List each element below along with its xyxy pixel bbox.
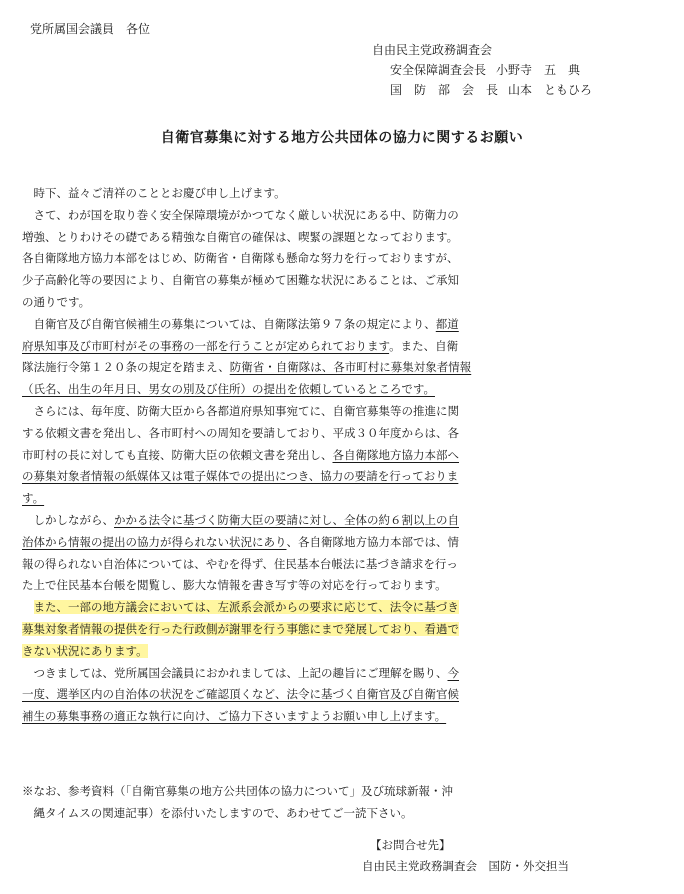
contact-heading: 【お問合せ先】 <box>370 838 451 852</box>
reference-note <box>22 781 453 825</box>
body-line: 治体から情報の提出の協力が得られない状況にあり、各自衛隊地方協力本部では、情 <box>22 534 459 549</box>
body-line: つきましては、党所属国会議員におかれましては、上記の趣旨にご理解を賜り、今 <box>33 665 459 680</box>
document-title: 自衛官募集に対する地方公共団体の協力に関するお願い <box>160 130 524 146</box>
highlighted-text: 募集対象者情報の提供を行った行政側が謝罪を行う事態にまで発展しており、看過で <box>22 621 459 636</box>
underlined-text: 一度、選挙区内の自治体の状況をご確認頂くなど、法令に基づく自衛官及び自衛官候 <box>22 687 459 702</box>
body-line: の通りです。 <box>22 294 91 309</box>
body-line <box>22 597 668 619</box>
body-line <box>22 684 668 706</box>
body-line <box>22 641 668 663</box>
body-line: 各自衛隊地方協力本部をはじめ、防衛省・自衛隊も懸命な努力を行っておりますが、 <box>22 251 459 266</box>
body-line <box>22 379 668 401</box>
body-line <box>22 466 668 488</box>
sender-role-2: 国 防 部 会 長 <box>390 83 499 97</box>
underlined-text: の募集対象者情報の紙媒体又は電子媒体での提出につき、協力の要請を行っておりま <box>22 469 459 484</box>
underlined-text: 各自衛隊地方協力本部へ <box>332 447 459 462</box>
body-line: 自衛官及び自衛官候補生の募集については、自衛隊法第９７条の規定により、都道 <box>33 316 459 331</box>
underlined-text: す。 <box>22 491 45 506</box>
sender-role-1: 安全保障調査会長 <box>390 63 487 77</box>
body-line <box>22 619 668 641</box>
body-line: 時下、益々ご清祥のこととお慶び申し上げます。 <box>33 186 286 200</box>
underlined-text: 府県知事及び市町村がその事務の一部を行うことが定められております <box>22 338 390 353</box>
sender-line-1 <box>372 60 592 80</box>
body-line: 報の得られない自治体については、やむを得ず、住民基本台帳法に基づき請求を行っ <box>22 556 458 571</box>
sender-block <box>372 40 592 100</box>
note-line-2: 縄タイムスの関連記事）を添付いたしますので、あわせてご一読下さい。 <box>33 805 413 820</box>
body-line: 増強、とりわけその礎である精強な自衛官の確保は、喫緊の課題となっております。 <box>22 229 459 244</box>
underlined-text: 都道 <box>435 316 459 331</box>
note-line-1: ※なお、参考資料（「自衛官募集の地方公共団体の協力について」及び琉球新報・沖 <box>22 784 454 798</box>
body-line: 市町村の長に対しても直接、防衛大臣の依頼文書を発出し、各自衛隊地方協力本部へ <box>22 447 459 462</box>
sender-name-1: 小野寺 五 典 <box>496 63 581 77</box>
underlined-text: （氏名、出生の年月日、男女の別及び住所）の提出を依頼しているところです。 <box>22 382 435 397</box>
contact-org: 自由民主党政務調査会 国防・外交担当 <box>362 859 569 873</box>
letter-body <box>22 183 668 728</box>
body-line: 府県知事及び市町村がその事務の一部を行うことが定められております。また、自衛 <box>22 338 459 353</box>
sender-line-2 <box>372 80 592 100</box>
body-line: 少子高齢化等の要因により、自衛官の募集が極めて困難な状況にあることは、ご承知 <box>22 273 459 288</box>
body-line: さて、わが国を取り巻く安全保障環境がかつてなく厳しい状況にある中、防衛力の <box>33 207 459 222</box>
underlined-text: かかる法令に基づく防衛大臣の要請に対し、全体の約６割以上の自 <box>114 512 459 527</box>
recipient-line: 党所属国会議員 各位 <box>30 22 151 36</box>
body-line: 隊法施行令第１２０条の規定を踏まえ、防衛省・自衛隊は、各市町村に募集対象者情報 <box>22 360 472 375</box>
body-line: しかしながら、かかる法令に基づく防衛大臣の要請に対し、全体の約６割以上の自 <box>33 512 459 527</box>
contact-block <box>362 835 569 877</box>
body-line <box>22 706 668 728</box>
body-line: た上で住民基本台帳を閲覧し、膨大な情報を書き写す等の対応を行っております。 <box>22 578 447 593</box>
underlined-text: 補生の募集事務の適正な執行に向け、ご協力下さいますようお願い申し上げます。 <box>22 709 447 724</box>
highlighted-text: きない状況にあります。 <box>22 643 148 658</box>
body-line <box>22 488 668 510</box>
underlined-text: 今 <box>447 665 459 680</box>
body-line: する依頼文書を発出し、各市町村への周知を要請しており、平成３０年度からは、各 <box>22 425 459 440</box>
highlighted-text: また、一部の地方議会においては、左派系会派からの要求に応じて、法令に基づき <box>33 600 459 615</box>
underlined-text: 防衛省・自衛隊は、各市町村に募集対象者情報 <box>229 360 472 375</box>
sender-name-2: 山本 ともひろ <box>508 83 593 97</box>
sender-org: 自由民主党政務調査会 <box>372 43 493 57</box>
body-line: さらには、毎年度、防衛大臣から各都道府県知事宛てに、自衛官募集等の推進に関 <box>33 403 459 418</box>
underlined-text: 治体から情報の提出の協力が得られない状況にあり <box>22 534 287 549</box>
